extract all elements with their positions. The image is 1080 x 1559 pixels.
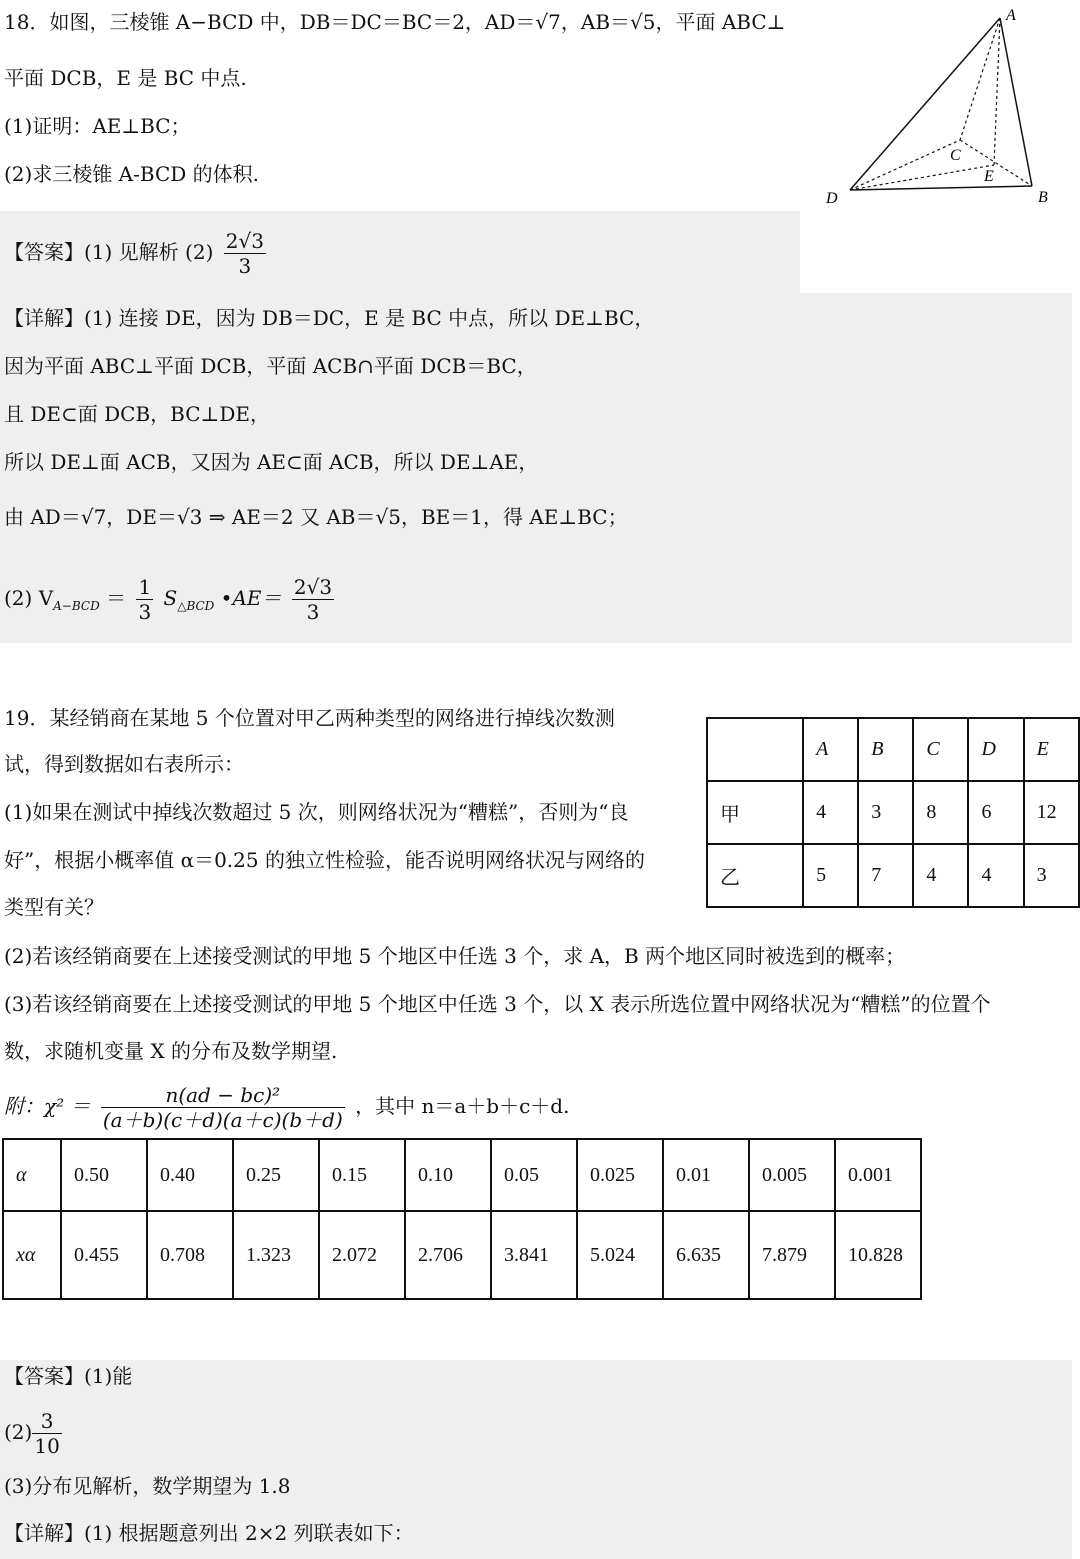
table-cell: 2.072 xyxy=(319,1211,405,1299)
figure-label-b: B xyxy=(1038,189,1048,206)
q19-detail: 【详解】(1) 根据题意列出 2×2 列联表如下： xyxy=(4,1521,414,1545)
q19-line-3: (1)如果在测试中掉线次数超过 5 次，则网络状况为“糟糕”，否则为“良 xyxy=(4,800,629,824)
vol-f1-den: 3 xyxy=(138,600,152,624)
vol-sub: A−BCD xyxy=(53,599,100,613)
table-cell: A xyxy=(803,718,858,781)
table-cell: 6 xyxy=(968,781,1023,844)
q18-part1: (1)证明：AE⊥BC； xyxy=(4,114,191,138)
q19-line-8: 数，求随机变量 X 的分布及数学期望. xyxy=(4,1039,338,1063)
table-row xyxy=(707,844,1079,907)
table-cell: 7.879 xyxy=(749,1211,835,1299)
answer2-fraction xyxy=(32,1409,61,1458)
table-cell: 4 xyxy=(913,844,968,907)
table-cell: 0.50 xyxy=(61,1139,147,1211)
table-cell: 8 xyxy=(913,781,968,844)
table-cell: 5.024 xyxy=(577,1211,663,1299)
table-cell: 0.05 xyxy=(491,1139,577,1211)
q18-answer-num: 2√3 xyxy=(225,229,264,253)
table-cell: B xyxy=(858,718,913,781)
table-cell: 0.10 xyxy=(405,1139,491,1211)
table-row xyxy=(707,781,1079,844)
figure-label-a: A xyxy=(1006,7,1016,24)
q18-answer-label: 【答案】(1) 见解析 (2) xyxy=(4,240,214,264)
table-cell: α xyxy=(3,1139,61,1211)
table-cell: C xyxy=(913,718,968,781)
figure-label-d: D xyxy=(826,190,838,207)
q19-answer-3: (3)分布见解析，数学期望为 1.8 xyxy=(4,1474,291,1498)
table-cell: D xyxy=(968,718,1023,781)
vol-f2-den: 3 xyxy=(306,600,320,624)
table-cell: 2.706 xyxy=(405,1211,491,1299)
network-table xyxy=(706,717,1080,908)
figure-label-c: C xyxy=(950,147,961,164)
table-cell: 0.01 xyxy=(663,1139,749,1211)
table-cell: 7 xyxy=(858,844,913,907)
answer2-den: 10 xyxy=(34,1434,60,1458)
q19-line-7: (3)若该经销商要在上述接受测试的甲地 5 个地区中任选 3 个，以 X 表示所选位置中网络状况为“糟糕”的位置个 xyxy=(4,992,991,1016)
q18-answer xyxy=(4,216,270,288)
q18-detail-3: 且 DE⊂面 DCB，BC⊥DE， xyxy=(4,402,270,426)
table-cell: xα xyxy=(3,1211,61,1299)
q18-head: 18．如图，三棱锥 A−BCD 中，DB＝DC＝BC＝2，AD＝√7，AB＝√5，平面 ABC⊥ xyxy=(4,10,786,34)
table-row xyxy=(3,1139,921,1211)
table-row xyxy=(3,1211,921,1299)
q18-part2: (2)求三棱锥 A-BCD 的体积. xyxy=(4,162,260,186)
table-cell: 0.455 xyxy=(61,1211,147,1299)
table-cell: 12 xyxy=(1024,781,1079,844)
vol-fraction-2 xyxy=(292,575,334,624)
chi-square-formula xyxy=(4,1074,569,1138)
table-cell: 0.40 xyxy=(147,1139,233,1211)
table-cell: 6.635 xyxy=(663,1211,749,1299)
table-cell: 0.25 xyxy=(233,1139,319,1211)
q18-detail-1: 【详解】(1) 连接 DE，因为 DB＝DC，E 是 BC 中点，所以 DE⊥BC， xyxy=(4,306,655,330)
q19-answer-1: 【答案】(1)能 xyxy=(4,1364,133,1388)
q18-detail-2: 因为平面 ABC⊥平面 DCB，平面 ACB∩平面 DCB＝BC， xyxy=(4,354,537,378)
vol-f2-num: 2√3 xyxy=(293,575,333,599)
answer2-prefix: (2) xyxy=(4,1420,33,1444)
q18-answer-fraction xyxy=(224,229,266,278)
vol-fraction-1 xyxy=(136,575,153,624)
table-cell: 0.005 xyxy=(749,1139,835,1211)
table-cell: 5 xyxy=(803,844,858,907)
appendix-suffix: ，其中 n＝a＋b＋c＋d. xyxy=(355,1094,570,1118)
q18-head2: 平面 DCB，E 是 BC 中点. xyxy=(4,66,247,90)
vol-prefix: (2) V xyxy=(4,586,54,610)
q18-detail-5: 由 AD＝√7，DE＝√3 ⇒ AE＝2 又 AB＝√5，BE＝1，得 AE⊥BC； xyxy=(4,505,628,529)
table-cell: 0.001 xyxy=(835,1139,921,1211)
q19-answer-2 xyxy=(4,1400,66,1464)
q19-line-4: 好”，根据小概率值 α＝0.25 的独立性检验，能否说明网络状况与网络的 xyxy=(4,848,645,872)
vol-s-sub: △BCD xyxy=(177,599,215,613)
vol-s: S xyxy=(163,586,178,610)
q19-line-6: (2)若该经销商要在上述接受测试的甲地 5 个地区中任选 3 个，求 A，B 两个地区同时被选到的概率； xyxy=(4,944,906,968)
tetrahedron-figure xyxy=(820,0,1060,210)
table-cell: 10.828 xyxy=(835,1211,921,1299)
q18-volume xyxy=(4,566,338,638)
table-cell: 0.15 xyxy=(319,1139,405,1211)
table-cell: 4 xyxy=(803,781,858,844)
appendix-num: n(ad − bc)² xyxy=(101,1083,345,1108)
vol-eq: ＝ xyxy=(106,586,127,610)
table-cell: 4 xyxy=(968,844,1023,907)
appendix-fraction xyxy=(101,1083,345,1132)
answer2-num: 3 xyxy=(32,1409,61,1434)
figure-label-e: E xyxy=(984,168,994,185)
q19-line-5: 类型有关？ xyxy=(4,895,104,919)
q19-line-2: 试，得到数据如右表所示： xyxy=(4,752,244,776)
table-cell: 0.025 xyxy=(577,1139,663,1211)
table-cell: E xyxy=(1024,718,1079,781)
table-cell: 甲 xyxy=(707,781,803,844)
table-cell: 3 xyxy=(858,781,913,844)
table-cell: 0.708 xyxy=(147,1211,233,1299)
vol-f1-num: 1 xyxy=(138,575,152,599)
table-cell: 3.841 xyxy=(491,1211,577,1299)
q18-detail-4: 所以 DE⊥面 ACB，又因为 AE⊂面 ACB，所以 DE⊥AE， xyxy=(4,450,539,474)
alpha-table xyxy=(2,1138,922,1300)
table-cell: 1.323 xyxy=(233,1211,319,1299)
table-row xyxy=(707,718,1079,781)
table-cell xyxy=(707,718,803,781)
table-cell: 3 xyxy=(1024,844,1079,907)
vol-mid: •AE＝ xyxy=(220,586,282,610)
appendix-prefix: 附：χ² ＝ xyxy=(4,1094,91,1118)
table-cell: 乙 xyxy=(707,844,803,907)
appendix-den: (a＋b)(c＋d)(a＋c)(b＋d) xyxy=(102,1108,343,1132)
q18-answer-den: 3 xyxy=(238,254,252,278)
q19-line-1: 19．某经销商在某地 5 个位置对甲乙两种类型的网络进行掉线次数测 xyxy=(4,706,615,730)
